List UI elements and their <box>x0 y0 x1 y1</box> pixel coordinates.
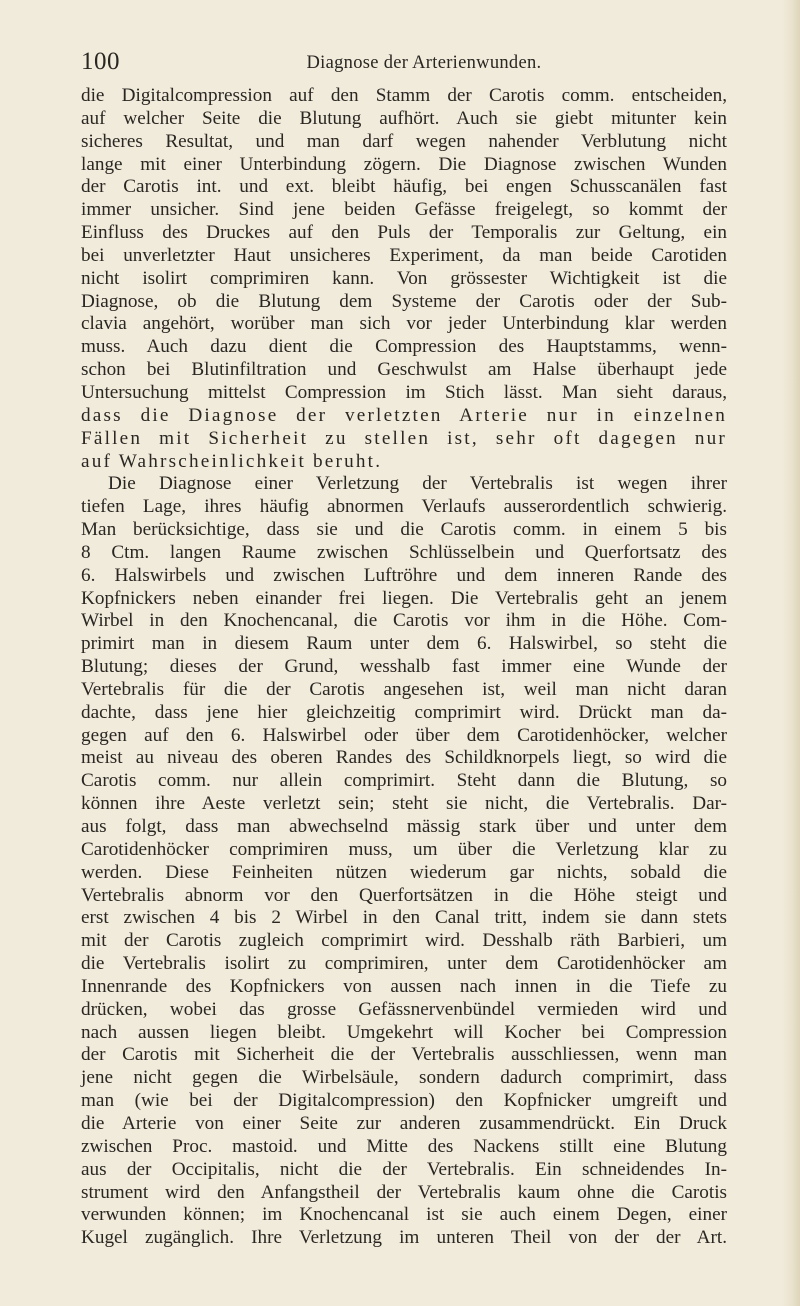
text-line: primirt man in diesem Raum unter dem 6. Halswirbel, so steht die <box>81 633 727 655</box>
text-line: Wirbel in den Knochencanal, die Carotis vor ihm in die Höhe. Com- <box>81 610 727 632</box>
text-line: können ihre Aeste verletzt sein; steht sie nicht, die Vertebralis. Dar- <box>81 793 727 815</box>
body-text <box>81 85 727 1250</box>
text-line: man (wie bei der Digitalcompression) den Kopfnicker umgreift und <box>81 1090 727 1112</box>
running-title: Diagnose der Arterienwunden. <box>306 53 542 73</box>
text-line: mit der Carotis zugleich comprimirt wird. Desshalb räth Barbieri, um <box>81 930 727 952</box>
text-line: schon bei Blutinfiltration und Geschwulst am Halse überhaupt jede <box>81 359 727 381</box>
text-line: strument wird den Anfangstheil der Vertebralis kaum ohne die Carotis <box>81 1181 727 1203</box>
text-line: Man berücksichtige, dass sie und die Carotis comm. in einem 5 bis <box>81 519 727 541</box>
text-line: verwunden können; im Knochencanal ist sie auch einem Degen, einer <box>81 1204 727 1226</box>
text-line: Carotis comm. nur allein comprimirt. Steht dann die Blutung, so <box>81 770 727 792</box>
text-line: die Vertebralis isolirt zu comprimiren, unter dem Carotidenhöcker am <box>81 953 727 975</box>
text-line: Vertebralis abnorm vor den Querfortsätzen in die Höhe steigt und <box>81 884 727 906</box>
text-line: auf Wahrscheinlichkeit beruht. <box>81 450 383 472</box>
running-head <box>81 45 731 79</box>
text-line: sicheres Resultat, und man darf wegen nahender Verblutung nicht <box>81 130 727 152</box>
text-line: werden. Diese Feinheiten nützen wiederum gar nichts, sobald die <box>81 861 727 883</box>
text-line: erst zwischen 4 bis 2 Wirbel in den Canal tritt, indem sie dann stets <box>81 907 727 929</box>
text-line: lange mit einer Unterbindung zögern. Die Diagnose zwischen Wunden <box>81 153 727 175</box>
text-line: Innenrande des Kopfnickers von aussen nach innen in die Tiefe zu <box>81 975 727 997</box>
text-line: immer unsicher. Sind jene beiden Gefässe freigelegt, so kommt der <box>81 199 727 221</box>
text-line: clavia angehört, worüber man sich vor jeder Unterbindung klar werden <box>81 313 727 335</box>
text-line: der Carotis mit Sicherheit die der Vertebralis ausschliessen, wenn man <box>81 1044 727 1066</box>
text-line: dachte, dass jene hier gleichzeitig comprimirt wird. Drückt man da- <box>81 701 727 723</box>
text-line: gegen auf den 6. Halswirbel oder über dem Carotidenhöcker, welcher <box>81 724 727 746</box>
text-line: 6. Halswirbels und zwischen Luftröhre und dem inneren Rande des <box>81 564 727 586</box>
text-line: Einfluss des Druckes auf den Puls der Temporalis zur Geltung, ein <box>81 222 727 244</box>
text-line: Fällen mit Sicherheit zu stellen ist, sehr oft dagegen nur <box>81 427 727 449</box>
text-line: Blutung; dieses der Grund, wesshalb fast immer eine Wunde der <box>81 656 727 678</box>
text-line: drücken, wobei das grosse Gefässnervenbündel vermieden wird und <box>81 998 727 1020</box>
text-line: zwischen Proc. mastoid. und Mitte des Nackens stillt eine Blutung <box>81 1135 727 1157</box>
text-line: tiefen Lage, ihres häufig abnormen Verlaufs ausserordentlich schwierig. <box>81 496 727 518</box>
text-line: aus folgt, dass man abwechselnd mässig stark über und unter dem <box>81 816 727 837</box>
page-number: 100 <box>81 48 120 75</box>
text-line: Vertebralis für die der Carotis angesehen ist, weil man nicht daran <box>81 678 727 700</box>
page-edge-shadow <box>782 0 800 1306</box>
text-line: nach aussen liegen bleibt. Umgekehrt will Kocher bei Compression <box>81 1021 727 1043</box>
text-line: nicht isolirt comprimiren kann. Von grössester Wichtigkeit ist die <box>81 267 727 289</box>
text-line: Kopfnickers neben einander frei liegen. Die Vertebralis geht an jenem <box>81 587 727 609</box>
text-line: jene nicht gegen die Wirbelsäule, sondern dadurch comprimirt, dass <box>81 1067 727 1089</box>
text-line: der Carotis int. und ext. bleibt häufig, bei engen Schusscanälen fast <box>81 176 727 198</box>
text-line: meist au niveau des oberen Randes des Schildknorpels liegt, so wird die <box>81 747 727 769</box>
text-line: bei unverletzter Haut unsicheres Experiment, da man beide Carotiden <box>81 244 727 266</box>
text-line: auf welcher Seite die Blutung aufhört. Auch sie giebt mitunter kein <box>81 107 727 129</box>
text-line: Carotidenhöcker comprimiren muss, um über die Verletzung klar zu <box>81 838 727 860</box>
text-line: Die Diagnose einer Verletzung der Vertebralis ist wegen ihrer <box>108 473 727 495</box>
text-line: dass die Diagnose der verletzten Arterie nur in einzelnen <box>81 404 727 426</box>
text-line: muss. Auch dazu dient die Compression des Hauptstamms, wenn- <box>81 336 727 358</box>
text-line: Untersuchung mittelst Compression im Stich lässt. Man sieht daraus, <box>81 381 727 403</box>
text-line: Diagnose, ob die Blutung dem Systeme der Carotis oder der Sub- <box>81 290 727 312</box>
text-line: aus der Occipitalis, nicht die der Vertebralis. Ein schneidendes In- <box>81 1158 727 1180</box>
text-line: die Digitalcompression auf den Stamm der Carotis comm. entscheiden, <box>81 85 727 106</box>
text-line: die Arterie von einer Seite zur anderen zusammendrückt. Ein Druck <box>81 1112 727 1134</box>
text-line: 8 Ctm. langen Raume zwischen Schlüsselbein und Querfortsatz des <box>81 541 727 563</box>
text-line: Kugel zugänglich. Ihre Verletzung im unteren Theil von der der Art. <box>81 1227 727 1249</box>
